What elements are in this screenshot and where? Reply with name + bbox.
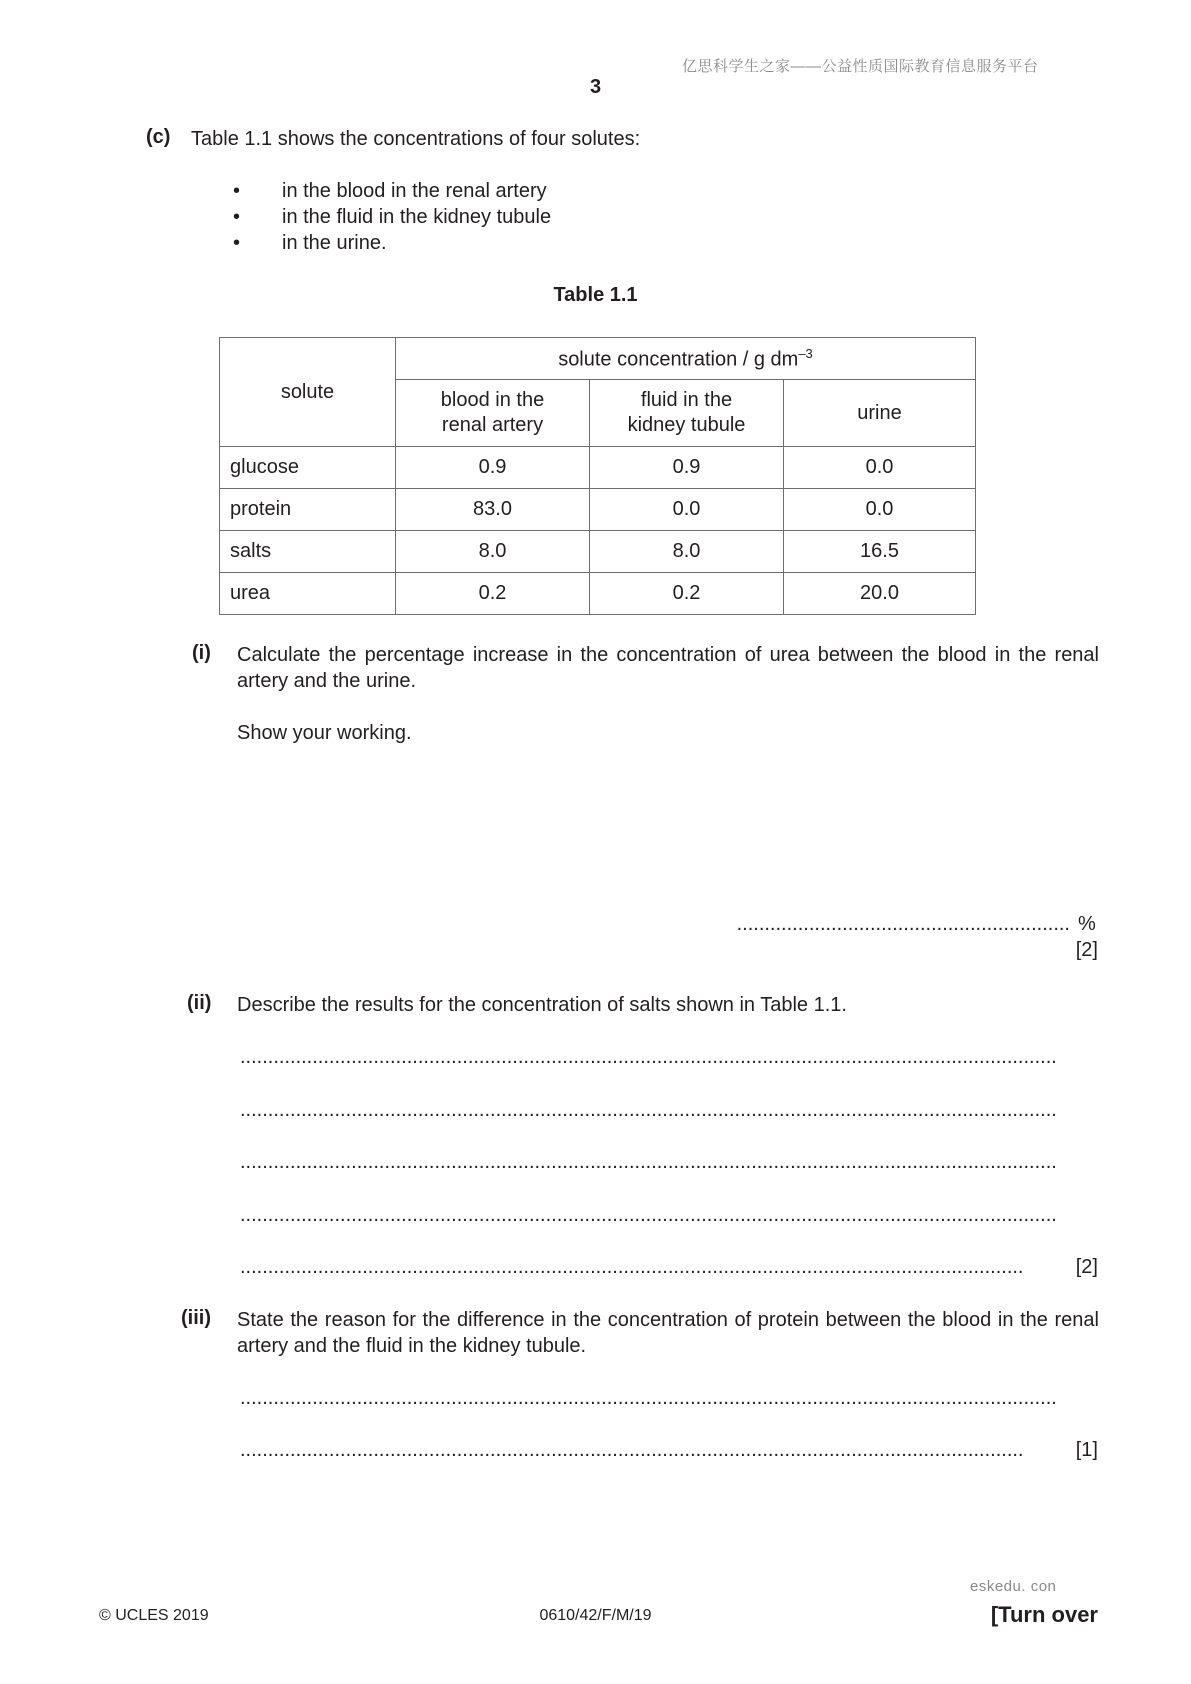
bullet-list	[233, 178, 551, 256]
header-group-text: solute concentration / g dm	[558, 348, 799, 371]
bullet-icon: •	[233, 232, 241, 254]
part-ii-answer-line-2[interactable]: ...................................................................................................................................................	[240, 1099, 1057, 1121]
header-group-exponent: –3	[798, 345, 813, 361]
part-iii-answer-line-2[interactable]: .............................................................................................................................................	[240, 1439, 1024, 1461]
cell-solute: urea	[220, 573, 396, 615]
cell-fluid: 0.2	[590, 573, 784, 615]
footer-copyright: © UCLES 2019	[99, 1607, 209, 1624]
bullet-icon: •	[233, 206, 241, 228]
part-i-unit: %	[1078, 913, 1096, 935]
header-blood: blood in the renal artery	[396, 380, 590, 447]
cell-blood: 0.2	[396, 573, 590, 615]
part-ii-marks: [2]	[1075, 1256, 1098, 1278]
part-i-answer-line[interactable]: ............................................................	[736, 913, 1070, 935]
part-i-instruction: Show your working.	[237, 722, 412, 744]
header-solute-concentration	[396, 338, 976, 380]
bullet-text: in the urine.	[282, 232, 387, 254]
part-ii-label: (ii)	[187, 992, 212, 1014]
part-ii-answer-line-4[interactable]: ...................................................................................................................................................	[240, 1204, 1057, 1226]
table-title: Table 1.1	[553, 284, 638, 306]
bullet-icon: •	[233, 180, 241, 202]
question-c-label: (c)	[146, 126, 171, 148]
header-urine: urine	[784, 380, 976, 447]
part-iii-answer-line-1[interactable]: ...................................................................................................................................................	[240, 1387, 1057, 1409]
part-iii-label: (iii)	[181, 1307, 211, 1329]
part-ii-answer-line-3[interactable]: ...................................................................................................................................................	[240, 1151, 1057, 1173]
cell-solute: salts	[220, 531, 396, 573]
page-number: 3	[589, 76, 602, 98]
cell-solute: glucose	[220, 447, 396, 489]
footer-paper-code: 0610/42/F/M/19	[539, 1607, 652, 1624]
part-ii-answer-line-1[interactable]: ...................................................................................................................................................	[240, 1046, 1057, 1068]
part-ii-question: Describe the results for the concentration of salts shown in Table 1.1.	[237, 994, 847, 1016]
part-i-label: (i)	[192, 642, 211, 664]
watermark-header: 亿思科学生之家——公益性质国际教育信息服务平台	[682, 58, 1039, 75]
list-item	[233, 178, 551, 204]
header-fluid: fluid in the kidney tubule	[590, 380, 784, 447]
cell-urine: 0.0	[784, 447, 976, 489]
part-i-question: Calculate the percentage increase in the concentration of urea between the blood in the renal artery and the urine.	[237, 644, 1099, 692]
watermark-footer: eskedu. con	[970, 1578, 1057, 1595]
solute-table	[219, 337, 976, 615]
table-row	[220, 489, 976, 531]
table-row	[220, 531, 976, 573]
turn-over-label: [Turn over	[990, 1602, 1098, 1627]
cell-urine: 20.0	[784, 573, 976, 615]
list-item	[233, 204, 551, 230]
cell-blood: 8.0	[396, 531, 590, 573]
bullet-text: in the blood in the renal artery	[282, 180, 547, 202]
cell-solute: protein	[220, 489, 396, 531]
part-iii-question: State the reason for the difference in the concentration of protein between the blood in the renal artery and the fluid in the kidney tubule.	[237, 1309, 1099, 1357]
cell-blood: 83.0	[396, 489, 590, 531]
question-c-intro: Table 1.1 shows the concentrations of four solutes:	[191, 128, 641, 150]
part-i-marks: [2]	[1075, 939, 1098, 961]
cell-fluid: 0.9	[590, 447, 784, 489]
part-iii-marks: [1]	[1075, 1439, 1098, 1461]
table-row	[220, 573, 976, 615]
header-solute: solute	[220, 338, 396, 447]
part-ii-answer-line-5[interactable]: .............................................................................................................................................	[240, 1256, 1024, 1278]
cell-fluid: 0.0	[590, 489, 784, 531]
table-row	[220, 447, 976, 489]
cell-urine: 16.5	[784, 531, 976, 573]
cell-blood: 0.9	[396, 447, 590, 489]
bullet-text: in the fluid in the kidney tubule	[282, 206, 552, 228]
cell-urine: 0.0	[784, 489, 976, 531]
list-item	[233, 230, 551, 256]
cell-fluid: 8.0	[590, 531, 784, 573]
